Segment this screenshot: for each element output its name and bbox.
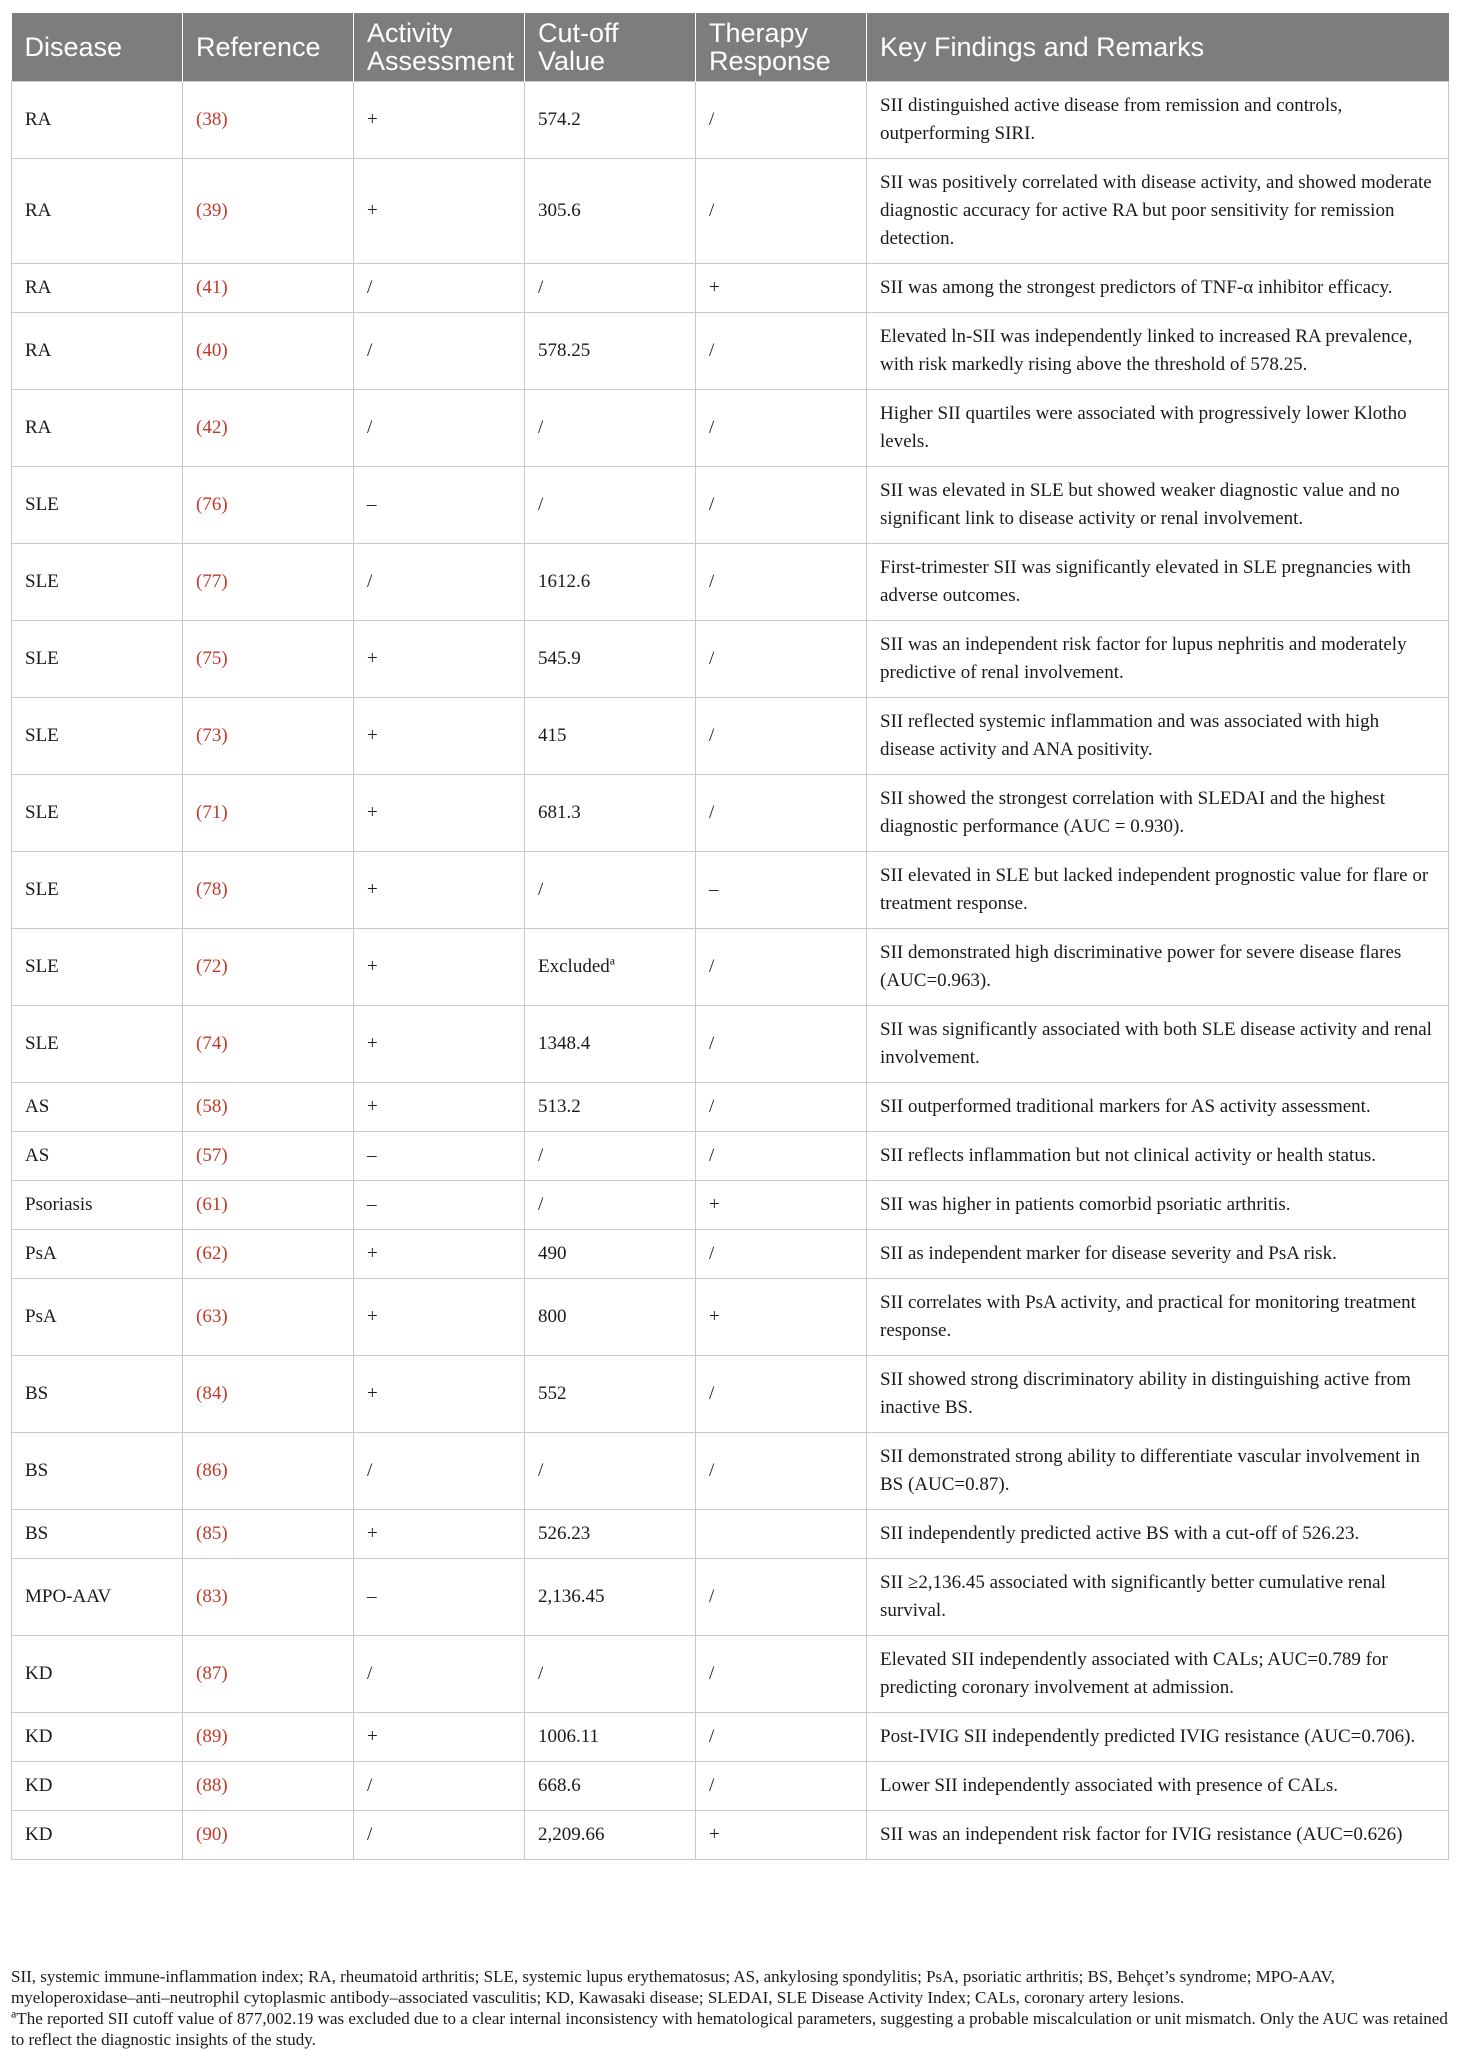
cell-key-findings: SII was elevated in SLE but showed weaker diagnostic value and no significant link to disease activity or renal involvement.	[867, 467, 1449, 544]
cell-therapy-response: +	[696, 1181, 867, 1230]
cell-cutoff-value	[525, 775, 696, 852]
cutoff-text: 578.25	[538, 340, 591, 361]
reference-link[interactable]: 77	[202, 571, 222, 592]
cell-reference: (38)	[183, 82, 354, 159]
sii-findings-table	[11, 13, 1449, 1860]
cell-key-findings: First-trimester SII was significantly elevated in SLE pregnancies with adverse outcomes.	[867, 544, 1449, 621]
reference-link[interactable]: 83	[202, 1586, 222, 1607]
cutoff-text: /	[538, 879, 544, 900]
cell-key-findings: SII was among the strongest predictors of TNF-α inhibitor efficacy.	[867, 264, 1449, 313]
cell-disease: KD	[12, 1713, 183, 1762]
cell-activity-assessment: +	[354, 1006, 525, 1083]
cell-reference: (90)	[183, 1811, 354, 1860]
cell-activity-assessment: /	[354, 264, 525, 313]
footnote-abbreviations: SII, systemic immune-inflammation index; RA, rheumatoid arthritis; SLE, systemic lupus erythematosus; AS, ankylosing spondylitis; PsA, psoriatic arthritis; BS, Behçet’s syndrome; MPO-AAV, myeloperoxidase–anti–neutrophil cytoplasmic antibody–associated vasculitis; KD, Kawasaki disease; SLEDAI, SLE Disease Activity Index; CALs, coronary artery lesions.	[11, 1967, 1335, 2007]
cell-activity-assessment: /	[354, 1762, 525, 1811]
reference-link[interactable]: 90	[202, 1824, 222, 1845]
cell-disease: RA	[12, 313, 183, 390]
cell-reference: (41)	[183, 264, 354, 313]
reference-link[interactable]: 78	[202, 879, 222, 900]
cutoff-text: 668.6	[538, 1775, 581, 1796]
cell-key-findings: SII ≥2,136.45 associated with significantly better cumulative renal survival.	[867, 1559, 1449, 1636]
reference-link[interactable]: 73	[202, 725, 222, 746]
table-header-row	[12, 13, 1449, 82]
cell-activity-assessment: +	[354, 1713, 525, 1762]
cell-cutoff-value	[525, 1811, 696, 1860]
cell-cutoff-value	[525, 929, 696, 1006]
cutoff-text: 2,209.66	[538, 1824, 605, 1845]
cell-key-findings: Lower SII independently associated with presence of CALs.	[867, 1762, 1449, 1811]
cell-cutoff-value	[525, 82, 696, 159]
table-row	[12, 1279, 1449, 1356]
cell-key-findings: SII demonstrated strong ability to differentiate vascular involvement in BS (AUC=0.87).	[867, 1433, 1449, 1510]
cell-activity-assessment: +	[354, 621, 525, 698]
cell-therapy-response: /	[696, 1713, 867, 1762]
cell-therapy-response: /	[696, 1083, 867, 1132]
cell-therapy-response: /	[696, 1132, 867, 1181]
cell-therapy-response: /	[696, 775, 867, 852]
cutoff-text: 552	[538, 1383, 567, 1404]
reference-link[interactable]: 39	[202, 200, 222, 221]
cutoff-text: 574.2	[538, 109, 581, 130]
cell-key-findings: SII showed the strongest correlation with SLEDAI and the highest diagnostic performance (AUC = 0.930).	[867, 775, 1449, 852]
reference-link[interactable]: 76	[202, 494, 222, 515]
cell-therapy-response: /	[696, 313, 867, 390]
cutoff-footnote-marker: a	[609, 953, 616, 968]
cell-disease: SLE	[12, 544, 183, 621]
cell-key-findings: SII distinguished active disease from remission and controls, outperforming SIRI.	[867, 82, 1449, 159]
reference-link[interactable]: 86	[202, 1460, 222, 1481]
reference-link[interactable]: 71	[202, 802, 222, 823]
cell-therapy-response: /	[696, 82, 867, 159]
cell-cutoff-value	[525, 1083, 696, 1132]
table-row	[12, 1181, 1449, 1230]
cell-activity-assessment: –	[354, 1132, 525, 1181]
cell-key-findings: SII independently predicted active BS with a cut-off of 526.23.	[867, 1510, 1449, 1559]
cell-disease: AS	[12, 1083, 183, 1132]
table-row	[12, 775, 1449, 852]
cell-key-findings: SII reflected systemic inflammation and was associated with high disease activity and ANA positivity.	[867, 698, 1449, 775]
cell-therapy-response: /	[696, 929, 867, 1006]
cell-activity-assessment: /	[354, 544, 525, 621]
table-row	[12, 1713, 1449, 1762]
cell-disease: BS	[12, 1510, 183, 1559]
cell-therapy-response: /	[696, 1006, 867, 1083]
table-row	[12, 390, 1449, 467]
reference-link[interactable]: 40	[202, 340, 222, 361]
cell-disease: RA	[12, 264, 183, 313]
cell-cutoff-value	[525, 1433, 696, 1510]
cell-activity-assessment: +	[354, 775, 525, 852]
cell-key-findings: SII outperformed traditional markers for AS activity assessment.	[867, 1083, 1449, 1132]
table-row	[12, 1356, 1449, 1433]
table-row	[12, 1510, 1449, 1559]
cell-cutoff-value	[525, 1279, 696, 1356]
cell-cutoff-value	[525, 1356, 696, 1433]
header-activity-assessment: Activity Assessment	[354, 13, 525, 82]
cell-reference: (72)	[183, 929, 354, 1006]
cell-reference: (57)	[183, 1132, 354, 1181]
cell-disease: BS	[12, 1356, 183, 1433]
cutoff-text: /	[538, 277, 544, 298]
cell-activity-assessment: +	[354, 1230, 525, 1279]
cutoff-text: 800	[538, 1306, 567, 1327]
reference-link[interactable]: 89	[202, 1726, 222, 1747]
cell-reference: (77)	[183, 544, 354, 621]
cell-cutoff-value	[525, 544, 696, 621]
cell-key-findings: SII was higher in patients comorbid psoriatic arthritis.	[867, 1181, 1449, 1230]
cell-reference: (83)	[183, 1559, 354, 1636]
cell-disease: SLE	[12, 852, 183, 929]
table-row	[12, 621, 1449, 698]
reference-link[interactable]: 72	[202, 956, 222, 977]
cell-reference: (40)	[183, 313, 354, 390]
cutoff-text: 1006.11	[538, 1726, 600, 1747]
cell-cutoff-value	[525, 467, 696, 544]
cell-reference: (78)	[183, 852, 354, 929]
cell-reference: (62)	[183, 1230, 354, 1279]
cell-disease: PsA	[12, 1279, 183, 1356]
header-reference: Reference	[183, 13, 354, 82]
cell-activity-assessment: +	[354, 159, 525, 264]
cell-disease: MPO-AAV	[12, 1559, 183, 1636]
cell-therapy-response: /	[696, 1559, 867, 1636]
cell-activity-assessment: –	[354, 1181, 525, 1230]
reference-link[interactable]: 61	[202, 1194, 222, 1215]
reference-link[interactable]: 87	[202, 1663, 222, 1684]
cell-activity-assessment: /	[354, 390, 525, 467]
cutoff-text: 490	[538, 1243, 567, 1264]
cell-key-findings: SII demonstrated high discriminative power for severe disease flares (AUC=0.963).	[867, 929, 1449, 1006]
cell-activity-assessment: +	[354, 1510, 525, 1559]
table-row	[12, 852, 1449, 929]
reference-link[interactable]: 88	[202, 1775, 222, 1796]
table-row	[12, 82, 1449, 159]
table-row	[12, 698, 1449, 775]
cell-therapy-response: /	[696, 390, 867, 467]
cell-key-findings: SII was an independent risk factor for IVIG resistance (AUC=0.626)	[867, 1811, 1449, 1860]
table-row	[12, 467, 1449, 544]
cell-disease: RA	[12, 82, 183, 159]
cell-disease: SLE	[12, 775, 183, 852]
table-row	[12, 1132, 1449, 1181]
table-row	[12, 313, 1449, 390]
cell-disease: SLE	[12, 929, 183, 1006]
cell-activity-assessment: +	[354, 1083, 525, 1132]
cell-reference: (74)	[183, 1006, 354, 1083]
cutoff-text: 305.6	[538, 200, 581, 221]
table-row	[12, 1230, 1449, 1279]
cell-cutoff-value	[525, 1713, 696, 1762]
cell-cutoff-value	[525, 621, 696, 698]
cell-reference: (73)	[183, 698, 354, 775]
cell-cutoff-value	[525, 852, 696, 929]
cell-disease: Psoriasis	[12, 1181, 183, 1230]
header-disease: Disease	[12, 13, 183, 82]
cell-reference: (75)	[183, 621, 354, 698]
table-row	[12, 1636, 1449, 1713]
table-row	[12, 544, 1449, 621]
cell-reference: (89)	[183, 1713, 354, 1762]
reference-link[interactable]: 74	[202, 1033, 222, 1054]
cell-cutoff-value	[525, 313, 696, 390]
cell-disease: KD	[12, 1811, 183, 1860]
cell-therapy-response: /	[696, 1433, 867, 1510]
cell-key-findings: SII was significantly associated with both SLE disease activity and renal involvement.	[867, 1006, 1449, 1083]
cell-cutoff-value	[525, 1762, 696, 1811]
cell-reference: (39)	[183, 159, 354, 264]
cell-therapy-response	[696, 1510, 867, 1559]
cell-disease: RA	[12, 390, 183, 467]
cell-disease: KD	[12, 1636, 183, 1713]
cutoff-text: 1348.4	[538, 1033, 591, 1054]
cutoff-text: 513.2	[538, 1096, 581, 1117]
cell-therapy-response: /	[696, 544, 867, 621]
cell-activity-assessment: /	[354, 1636, 525, 1713]
cell-activity-assessment: +	[354, 852, 525, 929]
cutoff-text: /	[538, 494, 544, 515]
cell-key-findings: Elevated ln-SII was independently linked to increased RA prevalence, with risk markedly rising above the threshold of 578.25.	[867, 313, 1449, 390]
cell-therapy-response: /	[696, 698, 867, 775]
reference-link[interactable]: 63	[202, 1306, 222, 1327]
reference-link[interactable]: 38	[202, 109, 222, 130]
cell-reference: (63)	[183, 1279, 354, 1356]
cell-key-findings: SII elevated in SLE but lacked independent prognostic value for flare or treatment response.	[867, 852, 1449, 929]
cell-therapy-response: /	[696, 467, 867, 544]
reference-link[interactable]: 42	[202, 417, 222, 438]
cell-therapy-response: +	[696, 264, 867, 313]
data-table-container	[11, 13, 1448, 1860]
cell-key-findings: SII reflects inflammation but not clinical activity or health status.	[867, 1132, 1449, 1181]
cell-therapy-response: /	[696, 621, 867, 698]
cell-activity-assessment: +	[354, 1356, 525, 1433]
cutoff-text: 681.3	[538, 802, 581, 823]
cell-disease: RA	[12, 159, 183, 264]
cell-disease: SLE	[12, 1006, 183, 1083]
cell-cutoff-value	[525, 159, 696, 264]
cell-reference: (86)	[183, 1433, 354, 1510]
cell-therapy-response: /	[696, 1356, 867, 1433]
cell-cutoff-value	[525, 1636, 696, 1713]
cell-reference: (71)	[183, 775, 354, 852]
cell-cutoff-value	[525, 264, 696, 313]
cell-therapy-response: +	[696, 1811, 867, 1860]
cell-activity-assessment: –	[354, 467, 525, 544]
cutoff-text: 526.23	[538, 1523, 591, 1544]
cell-therapy-response: /	[696, 1230, 867, 1279]
table-row	[12, 159, 1449, 264]
cutoff-text: 415	[538, 725, 567, 746]
cell-key-findings: Higher SII quartiles were associated with progressively lower Klotho levels.	[867, 390, 1449, 467]
cell-cutoff-value	[525, 1006, 696, 1083]
cell-disease: SLE	[12, 467, 183, 544]
cell-cutoff-value	[525, 1132, 696, 1181]
table-row	[12, 1006, 1449, 1083]
reference-link[interactable]: 57	[202, 1145, 222, 1166]
cell-therapy-response: /	[696, 1636, 867, 1713]
cell-disease: SLE	[12, 621, 183, 698]
cell-cutoff-value	[525, 1181, 696, 1230]
cell-cutoff-value	[525, 1510, 696, 1559]
cell-activity-assessment: +	[354, 1279, 525, 1356]
cutoff-text: /	[538, 1194, 544, 1215]
cell-disease: PsA	[12, 1230, 183, 1279]
cell-activity-assessment: /	[354, 1433, 525, 1510]
cell-disease: AS	[12, 1132, 183, 1181]
cell-activity-assessment: +	[354, 929, 525, 1006]
header-therapy-response: Therapy Response	[696, 13, 867, 82]
cell-reference: (87)	[183, 1636, 354, 1713]
cell-therapy-response: /	[696, 159, 867, 264]
cell-activity-assessment: +	[354, 698, 525, 775]
cell-therapy-response: –	[696, 852, 867, 929]
reference-link[interactable]: 75	[202, 648, 222, 669]
table-row	[12, 1762, 1449, 1811]
cell-key-findings: SII was positively correlated with disease activity, and showed moderate diagnostic accuracy for active RA but poor sensitivity for remission detection.	[867, 159, 1449, 264]
cell-key-findings: Post-IVIG SII independently predicted IVIG resistance (AUC=0.706).	[867, 1713, 1449, 1762]
cell-cutoff-value	[525, 698, 696, 775]
cell-activity-assessment: /	[354, 313, 525, 390]
footnote-marker: a	[11, 2006, 17, 2021]
cell-reference: (42)	[183, 390, 354, 467]
cell-disease: KD	[12, 1762, 183, 1811]
cell-reference: (76)	[183, 467, 354, 544]
cell-key-findings: SII as independent marker for disease severity and PsA risk.	[867, 1230, 1449, 1279]
table-row	[12, 929, 1449, 1006]
cutoff-text: /	[538, 417, 544, 438]
cell-key-findings: Elevated SII independently associated with CALs; AUC=0.789 for predicting coronary involvement at admission.	[867, 1636, 1449, 1713]
cutoff-text: 545.9	[538, 648, 581, 669]
cell-key-findings: SII correlates with PsA activity, and practical for monitoring treatment response.	[867, 1279, 1449, 1356]
cell-activity-assessment: –	[354, 1559, 525, 1636]
table-row	[12, 1811, 1449, 1860]
cutoff-text: 2,136.45	[538, 1586, 605, 1607]
cell-disease: BS	[12, 1433, 183, 1510]
cell-reference: (84)	[183, 1356, 354, 1433]
table-row	[12, 1559, 1449, 1636]
cell-cutoff-value	[525, 390, 696, 467]
table-body	[12, 82, 1449, 1860]
cell-activity-assessment: +	[354, 82, 525, 159]
table-footnote	[11, 1966, 1451, 2050]
cell-key-findings: SII was an independent risk factor for lupus nephritis and moderately predictive of renal involvement.	[867, 621, 1449, 698]
cell-therapy-response: +	[696, 1279, 867, 1356]
cutoff-text: 1612.6	[538, 571, 591, 592]
cell-reference: (85)	[183, 1510, 354, 1559]
reference-link[interactable]: 62	[202, 1243, 222, 1264]
table-row	[12, 264, 1449, 313]
cell-disease: SLE	[12, 698, 183, 775]
cell-key-findings: SII showed strong discriminatory ability in distinguishing active from inactive BS.	[867, 1356, 1449, 1433]
cell-therapy-response: /	[696, 1762, 867, 1811]
table-row	[12, 1083, 1449, 1132]
cutoff-text: Excluded	[538, 956, 610, 977]
cutoff-text: /	[538, 1145, 544, 1166]
reference-link[interactable]: 41	[202, 277, 222, 298]
reference-link[interactable]: 84	[202, 1383, 222, 1404]
cell-activity-assessment: /	[354, 1811, 525, 1860]
cell-reference: (61)	[183, 1181, 354, 1230]
footnote-note	[11, 2008, 1451, 2050]
reference-link[interactable]: 58	[202, 1096, 222, 1117]
cell-cutoff-value	[525, 1559, 696, 1636]
header-key-findings: Key Findings and Remarks	[867, 13, 1449, 82]
reference-link[interactable]: 85	[202, 1523, 222, 1544]
header-cutoff-value: Cut-off Value	[525, 13, 696, 82]
cell-reference: (88)	[183, 1762, 354, 1811]
cutoff-text: /	[538, 1663, 544, 1684]
cell-reference: (58)	[183, 1083, 354, 1132]
cell-cutoff-value	[525, 1230, 696, 1279]
footnote-note-text: The reported SII cutoff value of 877,002.19 was excluded due to a clear internal inconsistency with hematological parameters, suggesting a probable miscalculation or unit mismatch. Only the AUC was retained to reflect the diagnostic insights of the study.	[11, 2009, 1448, 2049]
table-row	[12, 1433, 1449, 1510]
cutoff-text: /	[538, 1460, 544, 1481]
